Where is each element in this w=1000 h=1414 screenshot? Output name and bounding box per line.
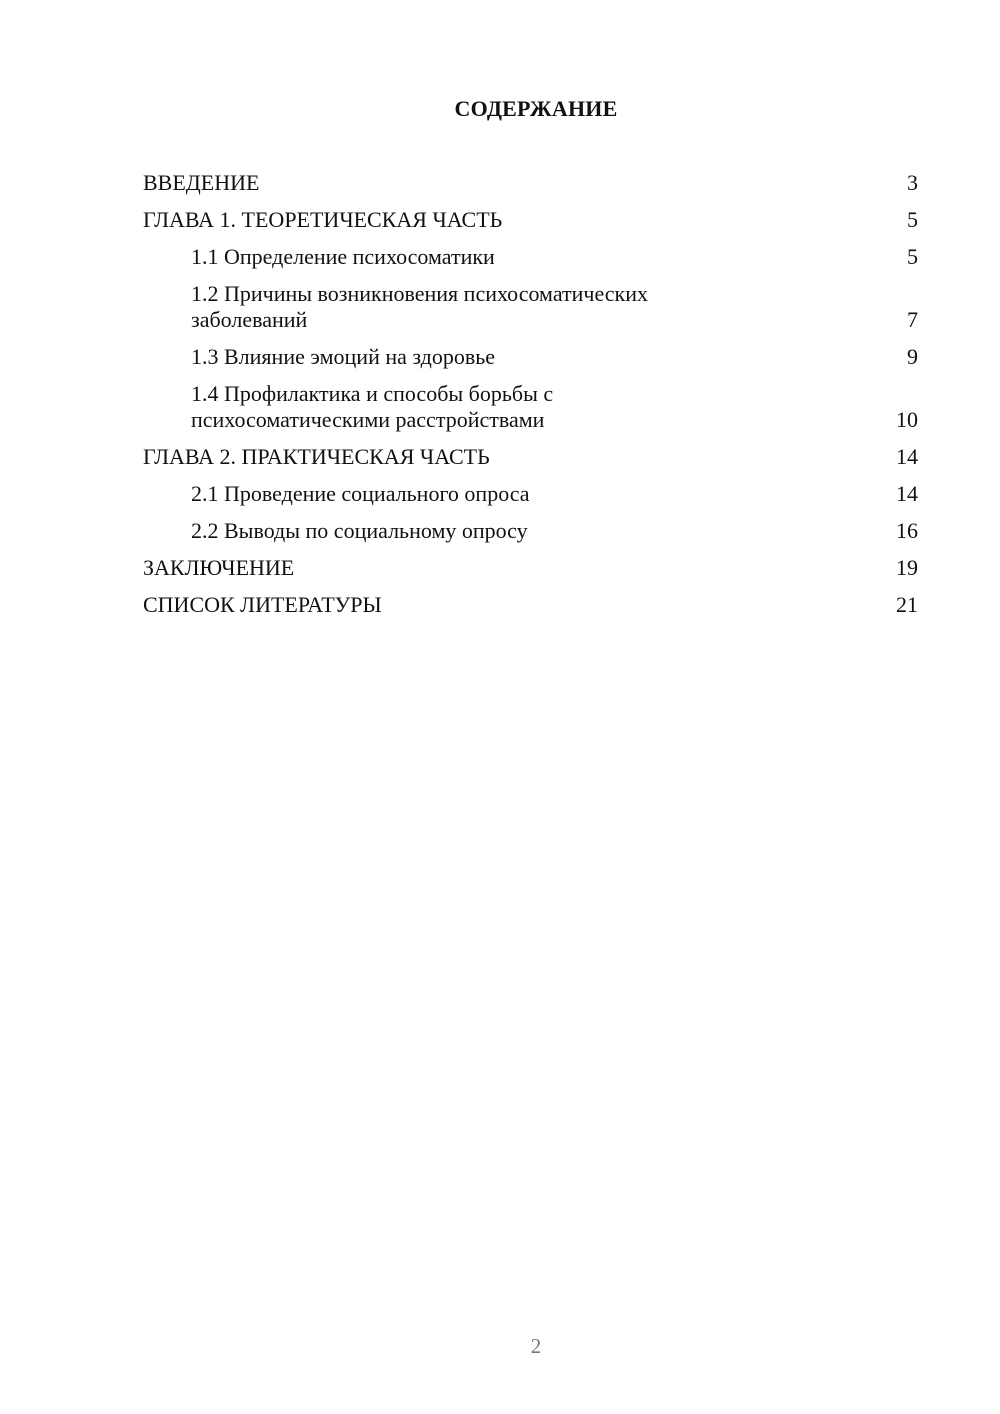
toc-entry-1-3[interactable] [143,344,918,370]
toc-entry-text: СПИСОК ЛИТЕРАТУРЫ [143,592,382,617]
toc-entry-page: 5 [907,207,918,232]
toc-entry-page: 16 [896,518,918,543]
toc-entry-text: 1.4 Профилактика и способы борьбы с психосоматическими расстройствами [191,381,554,432]
toc-entry-2-1[interactable] [143,481,918,507]
toc-entry-text: ГЛАВА 1. ТЕОРЕТИЧЕСКАЯ ЧАСТЬ [143,207,503,232]
toc-entry-conclusion[interactable] [143,555,918,581]
toc-entry-page: 3 [907,170,918,195]
toc-entry-introduction[interactable] [143,170,918,196]
toc-entry-text: 2.1 Проведение социального опроса [191,481,530,506]
toc-entry-chapter-2[interactable] [143,444,918,470]
toc-entry-1-1[interactable] [143,244,918,270]
toc-entry-text: 1.2 Причины возникновения психосоматических заболеваний [191,281,649,332]
toc-entry-page: 9 [907,344,918,369]
toc-entry-text: ВВЕДЕНИЕ [143,170,260,195]
toc-entry-1-4[interactable] [143,381,918,433]
toc-entry-page: 21 [896,592,918,617]
toc-entry-text: ГЛАВА 2. ПРАКТИЧЕСКАЯ ЧАСТЬ [143,444,490,469]
toc-entry-chapter-1[interactable] [143,207,918,233]
toc-entry-page: 19 [896,555,918,580]
toc-entry-2-2[interactable] [143,518,918,544]
page-number: 2 [530,1334,542,1358]
toc-entry-references[interactable] [143,592,918,618]
toc-entry-text: 1.3 Влияние эмоций на здоровье [191,344,496,369]
toc-entry-page: 5 [907,244,918,269]
toc-entry-text: 2.2 Выводы по социальному опросу [191,518,528,543]
page-title: СОДЕРЖАНИЕ [454,96,618,121]
toc-entry-page: 10 [896,407,918,432]
toc-entry-page: 7 [907,307,918,332]
table-of-contents [143,170,918,629]
toc-entry-text: ЗАКЛЮЧЕНИЕ [143,555,295,580]
toc-entry-1-2[interactable] [143,281,918,333]
toc-entry-text: 1.1 Определение психосоматики [191,244,495,269]
toc-entry-page: 14 [896,444,918,469]
toc-entry-page: 14 [896,481,918,506]
